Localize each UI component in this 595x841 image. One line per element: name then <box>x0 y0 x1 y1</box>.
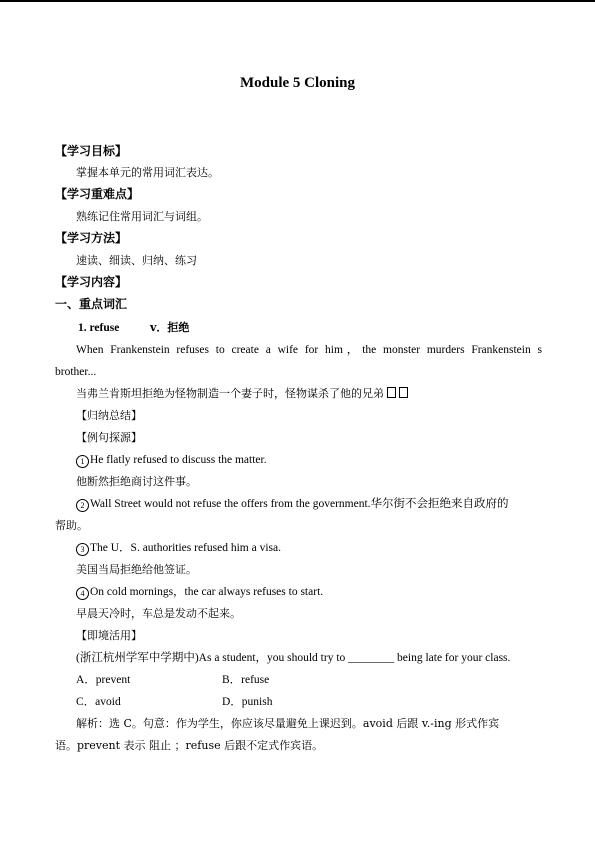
analysis-line2: 语。prevent 表示 阻止 ；refuse 后跟不定式作宾语。 <box>55 739 324 752</box>
option-a: A．prevent <box>76 674 131 686</box>
example-4-en-text: On cold mornings，the car always refuses to start. <box>90 586 324 598</box>
goal-text: 掌握本单元的常用词汇表达。 <box>76 166 219 179</box>
example-en-line1: When Frankenstein refuses to create a wife for him，the monster murders Frankenstein s <box>76 344 542 356</box>
option-c: C．avoid <box>76 696 121 708</box>
method-text: 速读、细读、归纳、练习 <box>76 254 197 267</box>
summary-label: 【归纳总结】 <box>76 409 142 422</box>
missing-glyph-box <box>399 387 408 398</box>
example-cn-text: 当弗兰肯斯坦拒绝为怪物制造一个妻子时，怪物谋杀了他的兄弟 <box>76 387 384 400</box>
example-3-en-text: The U．S. authorities refused him a visa. <box>90 542 281 554</box>
example-2-cn: 帮助。 <box>55 519 88 532</box>
example-3-cn: 美国当局拒绝给他签证。 <box>76 563 197 576</box>
example-1-cn: 他断然拒绝商讨这件事。 <box>76 475 197 488</box>
example-1-en-text: He flatly refused to discuss the matter. <box>90 454 267 466</box>
circle-number-3: 3 <box>76 543 89 556</box>
example-cn <box>76 387 408 401</box>
circle-number-4: 4 <box>76 587 89 600</box>
example-4-cn: 早晨天冷时，车总是发动不起来。 <box>76 607 241 620</box>
practice-label: 【即境活用】 <box>76 629 142 642</box>
key-heading: 【学习重难点】 <box>55 187 140 201</box>
circle-number-1: 1 <box>76 455 89 468</box>
method-heading: 【学习方法】 <box>55 231 128 245</box>
examples-label: 【例句探源】 <box>76 431 142 444</box>
option-d: D．punish <box>222 696 273 708</box>
analysis-line1: 解析：选 C。句意：作为学生，你应该尽量避免上课迟到。avoid 后跟 v.-ing 形式作宾 <box>76 717 500 730</box>
example-2-en <box>76 497 509 512</box>
example-4-en <box>76 585 323 600</box>
example-3-en <box>76 541 281 556</box>
entry-pos: v．拒绝 <box>150 321 190 334</box>
goal-heading: 【学习目标】 <box>55 144 128 158</box>
content-heading: 【学习内容】 <box>55 275 128 289</box>
example-en-line2: brother... <box>55 366 97 378</box>
entry-word: 1. refuse <box>78 322 120 334</box>
question-text: (浙江杭州学军中学期中)As a student，you should try to ________ being late for your class. <box>76 652 511 664</box>
example-2-en-text: Wall Street would not refuse the offers from the government.华尔街不会拒绝来自政府的 <box>90 498 509 510</box>
option-b: B．refuse <box>222 674 270 686</box>
key-text: 熟练记住常用词汇与词组。 <box>76 210 208 223</box>
example-1-en <box>76 453 267 468</box>
circle-number-2: 2 <box>76 499 89 512</box>
vocab-heading: 一、重点词汇 <box>55 297 128 311</box>
missing-glyph-box <box>387 387 396 398</box>
page-title: Module 5 Cloning <box>239 75 356 91</box>
